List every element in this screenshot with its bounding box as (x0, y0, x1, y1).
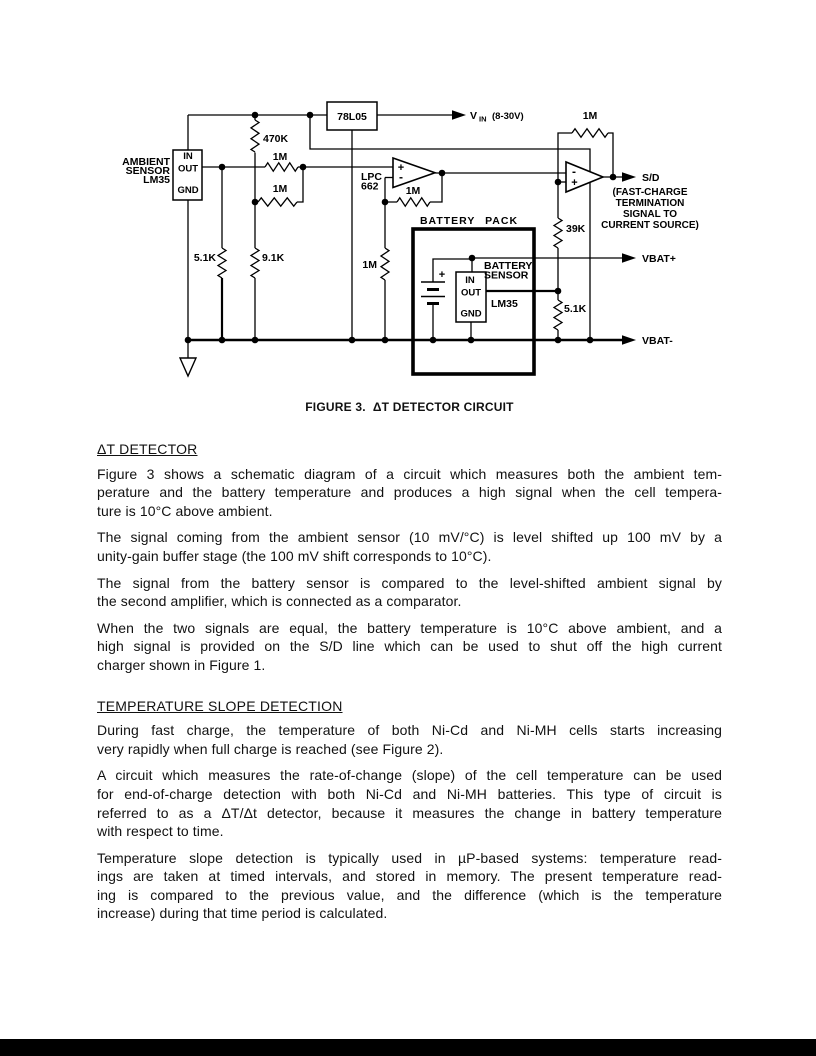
resistor-1m-shift (258, 183, 297, 206)
pin-label-out: OUT (460, 287, 482, 299)
text-line: A circuit which measures the rate-of-change (slope) of the cell temperature can be used (97, 767, 722, 784)
paragraph (97, 766, 722, 840)
text-line: The signal from the battery sensor is compared to the level-shifted ambient signal by (97, 574, 722, 591)
vin-range-label: (8-30V) (492, 111, 524, 122)
text-line: ture is 10°C above ambient. (97, 502, 273, 519)
text-line: referred to as a ΔT/Δt detector, because it measures the change in battery temperature (97, 804, 722, 821)
resistor-label: 5.1K (564, 303, 587, 315)
resistor-label: 39K (566, 223, 586, 235)
regulator-78l05 (327, 102, 377, 130)
paragraph (97, 721, 722, 758)
text-line: very rapidly when full charge is reached (see Figure 2). (97, 740, 444, 757)
resistor-39k (554, 218, 586, 248)
text-line: for end-of-charge detection with both Ni-Cd and Ni-MH batteries. This type of circuit is (97, 785, 722, 802)
resistor-label: 1M (272, 151, 288, 163)
paragraph (97, 528, 722, 565)
section-heading: TEMPERATURE SLOPE DETECTION (97, 697, 343, 714)
battery-sensor-label-1: BATTERY (484, 260, 533, 272)
opamp-part-label-2: 662 (361, 180, 379, 193)
ambient-sensor-label-1: AMBIENT (122, 156, 170, 168)
resistor-5k1-left (194, 248, 226, 278)
resistor-1m-series (265, 151, 298, 171)
resistor-1m-gain (362, 248, 389, 280)
sd-note-line: CURRENT SOURCE) (601, 220, 699, 231)
resistor-label: 1M (362, 259, 377, 271)
resistor-1m-feedback1 (397, 185, 430, 206)
text-line: with respect to time. (97, 823, 224, 840)
battery-temp-sensor (456, 272, 486, 322)
resistor-label: 1M (582, 110, 598, 122)
resistor-label: 1M (405, 185, 421, 197)
junction-dots (185, 112, 617, 344)
text-line: perature and the battery temperature and produces a high signal when the cell tempera- (97, 484, 722, 501)
comparator-plus-label: + (571, 177, 578, 189)
ambient-sensor (122, 150, 202, 200)
resistor-9k1 (251, 248, 285, 278)
vin-terminal (452, 110, 524, 124)
sd-label: S/D (642, 172, 660, 184)
text-line: unity-gain buffer stage (the 100 mV shift corresponds to 10°C). (97, 547, 492, 564)
regulator-label: 78L05 (337, 111, 367, 123)
opamp-part-label-1: LPC (361, 171, 382, 183)
opamp-comparator (566, 162, 603, 192)
ground-symbol (180, 340, 196, 376)
sd-note-line: SIGNAL TO (622, 209, 678, 220)
sd-terminal (601, 172, 699, 231)
comparator-minus-label: - (572, 164, 576, 179)
section-paragraphs (97, 721, 722, 923)
resistor-470k (251, 120, 289, 152)
text-line: The signal coming from the ambient sensor (10 mV/°C) is level shifted up 100 mV by a (97, 529, 722, 546)
paragraph (97, 574, 722, 611)
battery-sensor-part-label: LM35 (491, 298, 518, 310)
resistor-label: 9.1K (262, 252, 285, 264)
pin-label-in: IN (465, 275, 475, 286)
text-line: charger shown in Figure 1. (97, 656, 266, 673)
battery-sensor-label-2: SENSOR (484, 269, 529, 282)
resistor-label: 5.1K (193, 252, 216, 264)
section-paragraphs (97, 465, 722, 675)
paragraph (97, 465, 722, 521)
sd-note-line: (FAST-CHARGE (612, 187, 688, 198)
resistor-1m-feedback2 (572, 110, 608, 137)
pin-label-gnd: GND (177, 185, 199, 196)
section-dt-detector (97, 440, 722, 675)
vbat-plus-label: VBAT+ (642, 253, 676, 265)
text-line: Figure 3 shows a schematic diagram of a circuit which measures both the ambient tem- (97, 465, 722, 482)
pin-label-in: IN (183, 151, 193, 162)
text-line: ing is compared to the previous value, and the difference (which is the temperature (97, 886, 722, 903)
text-line: When the two signals are equal, the battery temperature is 10°C above ambient, and a (97, 619, 722, 636)
section-heading: ΔT DETECTOR (97, 441, 198, 457)
opamp-minus-label: - (399, 170, 403, 184)
vin-arrow-icon (452, 110, 466, 120)
text-line: increase) during that time period is calculated. (97, 905, 388, 922)
sd-note-line: TERMINATION (615, 198, 685, 209)
body-text (97, 440, 722, 931)
section-temperature-slope-detection (97, 697, 722, 924)
ambient-sensor-label-2: SENSOR (125, 165, 170, 177)
delta-t-detector-schematic (0, 0, 816, 430)
vin-sub-label: IN (479, 114, 487, 124)
page-bottom-bar (0, 1039, 816, 1056)
text-line: the second amplifier, which is connected as a comparator. (97, 593, 462, 610)
resistor-5k1-right (554, 300, 587, 330)
figure-caption: FIGURE 3. ΔT DETECTOR CIRCUIT (305, 400, 514, 414)
text-line: During fast charge, the temperature of both Ni-Cd and Ni-MH cells starts increasing (97, 722, 722, 739)
battery-plus-label: + (438, 269, 446, 281)
vbat-plus-arrow-icon (622, 253, 636, 263)
resistor-label: 1M (272, 183, 288, 195)
vbat-minus-terminal (622, 335, 673, 347)
battery-pack (413, 215, 534, 374)
opamp-plus-label: + (397, 162, 405, 174)
paragraph (97, 619, 722, 675)
ambient-sensor-label-3: LM35 (143, 174, 170, 186)
pin-label-gnd: GND (460, 308, 482, 320)
pin-label-out: OUT (177, 163, 199, 175)
vbat-minus-arrow-icon (622, 335, 636, 345)
text-line: Temperature slope detection is typically used in µP-based systems: temperature read- (97, 849, 722, 866)
resistor-label: 470K (263, 133, 289, 145)
paragraph (97, 849, 722, 923)
vin-label: V (470, 110, 478, 122)
vbat-minus-label: VBAT- (642, 335, 673, 347)
sd-arrow-icon (622, 172, 636, 182)
text-line: high signal is provided on the S/D line which can be used to shut off the high current (97, 638, 722, 655)
opamp-buffer (361, 158, 435, 193)
text-line: ings are taken at timed intervals, and stored in memory. The present temperature read- (97, 868, 722, 885)
vbat-plus-terminal (622, 253, 676, 265)
battery-pack-label: BATTERY PACK (419, 215, 519, 227)
